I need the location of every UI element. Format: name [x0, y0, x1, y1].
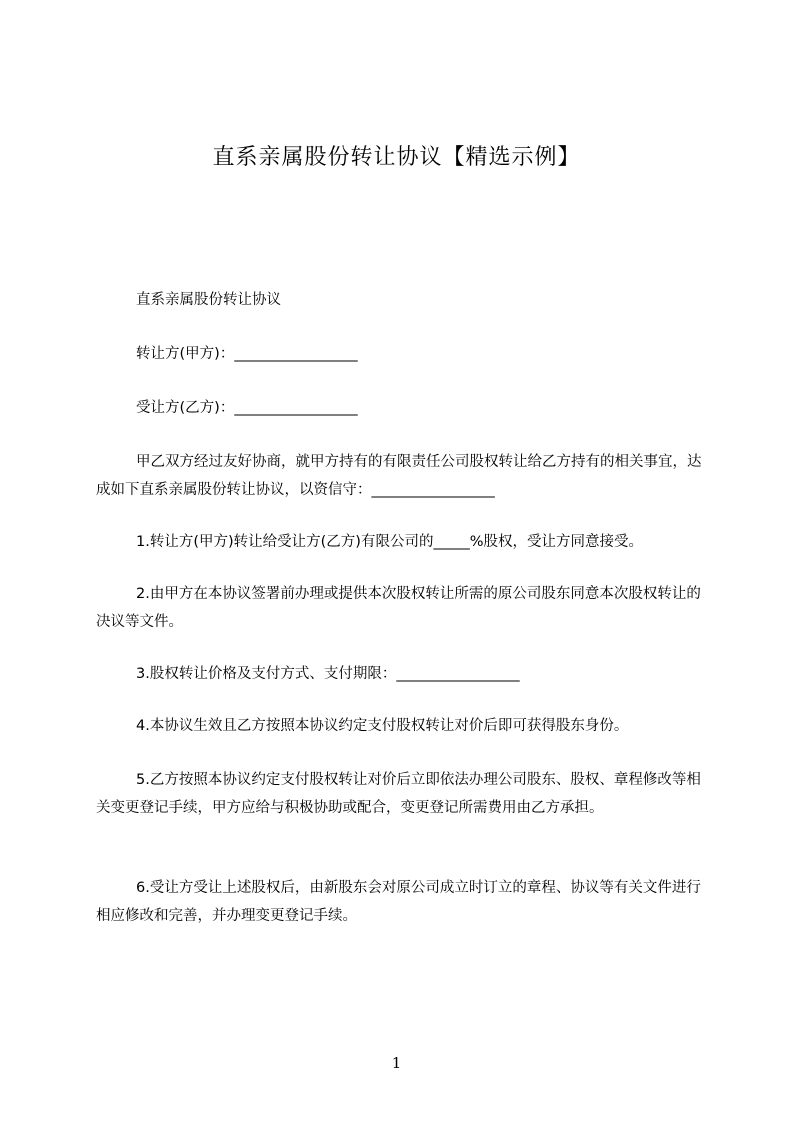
document-title: 直系亲属股份转让协议【精选示例】	[212, 145, 581, 170]
preamble-paragraph: 甲乙双方经过友好协商，就甲方持有的有限责任公司股权转让给乙方持有的相关事宜，达成如下直系亲属股份转让协议，以资信守：_________________	[96, 454, 702, 498]
transferee-line: 受让方(乙方)：_________________	[136, 400, 358, 416]
agreement-heading: 直系亲属股份转让协议	[136, 292, 281, 308]
clause-4: 4.本协议生效且乙方按照本协议约定支付股权转让对价后即可获得股东身份。	[136, 718, 629, 734]
clause-2: 2.由甲方在本协议签署前办理或提供本次股权转让所需的原公司股东同意本次股权转让的决议等文件。	[96, 586, 701, 630]
clause-5: 5.乙方按照本协议约定支付股权转让对价后立即依法办理公司股东、股权、章程修改等相关变更登记手续，甲方应给与积极协助或配合，变更登记所需费用由乙方承担。	[96, 772, 701, 816]
clause-6: 6.受让方受让上述股权后，由新股东会对原公司成立时订立的章程、协议等有关文件进行相应修改和完善，并办理变更登记手续。	[96, 880, 701, 924]
page-number: 1	[391, 1054, 402, 1072]
transferor-line: 转让方(甲方)：_________________	[136, 346, 358, 362]
clause-3: 3.股权转让价格及支付方式、支付期限：_________________	[136, 666, 520, 682]
clause-1: 1.转让方(甲方)转让给受让方(乙方)有限公司的_____%股权，受让方同意接受。	[136, 534, 643, 550]
